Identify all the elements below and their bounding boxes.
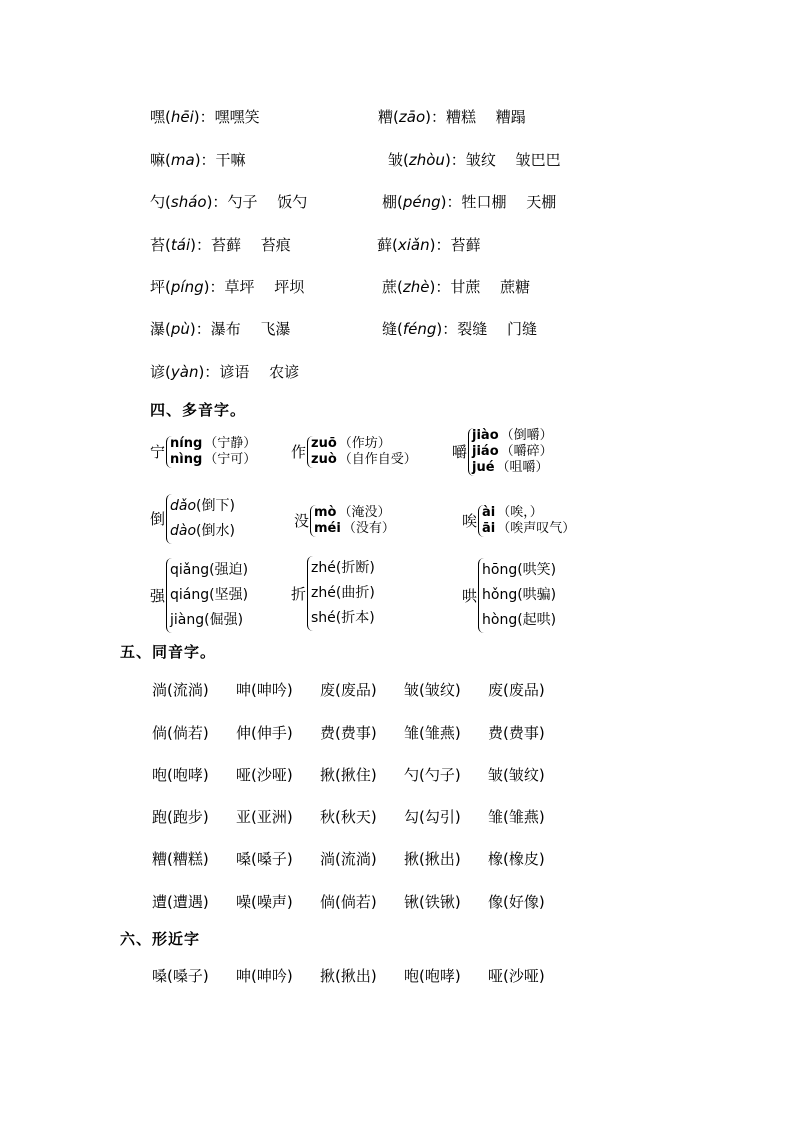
entry-hei: 嘿(hēi)：嘿嘿笑 — [150, 108, 260, 126]
similar-char-cell: 哑(沙哑) — [488, 967, 545, 985]
homophone-cell: 倘(倘若) — [320, 893, 377, 911]
brace-icon: qiǎng(强迫) qiáng(坚强) jiàng(倔强) — [166, 558, 248, 633]
similar-char-cell: 呻(呻吟) — [236, 967, 293, 985]
homophone-cell: 皱(皱纹) — [404, 681, 461, 699]
homophone-cell: 跑(跑步) — [152, 808, 209, 826]
entry-peng: 棚(péng)：牲口棚 天棚 — [382, 193, 557, 211]
entry-ma: 嘛(ma)：干嘛 — [150, 151, 246, 169]
section-6-title: 六、形近字 — [120, 930, 201, 948]
homophone-cell: 勺(勺子) — [404, 766, 461, 784]
entry-zhe: 蔗(zhè)：甘蔗 蔗糖 — [382, 278, 531, 296]
homophone-cell: 雏(雏燕) — [404, 724, 461, 742]
entry-zao: 糟(zāo)：糟糕 糟蹋 — [378, 108, 526, 126]
homophone-cell: 橡(橡皮) — [488, 850, 545, 868]
brace-icon: ài （唉，） āi （唉声叹气） — [478, 505, 575, 537]
entry-xian: 藓(xiǎn)：苔藓 — [377, 236, 481, 254]
homophone-cell: 噪(噪声) — [236, 893, 293, 911]
brace-icon: dǎo(倒下) dào(倒水) — [166, 494, 235, 544]
homophone-cell: 费(费事) — [320, 724, 377, 742]
entry-zhou: 皱(zhòu)：皱纹 皱巴巴 — [388, 151, 561, 169]
homophone-cell: 皱(皱纹) — [488, 766, 545, 784]
brace-icon: zhé(折断) zhé(曲折) shé(折本) — [307, 556, 375, 631]
polyphone-zuo: 作 zuō （作坊） zuò （自作自受） — [291, 436, 417, 467]
homophone-cell: 嗓(嗓子) — [236, 850, 293, 868]
polyphone-dao: 倒 dǎo(倒下) dào(倒水) — [150, 494, 235, 544]
entry-pu: 瀑(pù)：瀑布 飞瀑 — [150, 320, 291, 338]
homophone-cell: 哑(沙哑) — [236, 766, 293, 784]
polyphone-mei: 没 mò （淹没） méi （没有） — [294, 505, 395, 536]
homophone-cell: 揪(揪出) — [404, 850, 461, 868]
homophone-cell: 费(费事) — [488, 724, 545, 742]
homophone-cell: 淌(流淌) — [152, 681, 209, 699]
polyphone-qiang: 强 qiǎng(强迫) qiáng(坚强) jiàng(倔强) — [150, 558, 248, 633]
homophone-cell: 雏(雏燕) — [488, 808, 545, 826]
homophone-cell: 咆(咆哮) — [152, 766, 209, 784]
entry-tai: 苔(tái)：苔藓 苔痕 — [150, 236, 291, 254]
homophone-cell: 呻(呻吟) — [236, 681, 293, 699]
homophone-cell: 废(废品) — [488, 681, 545, 699]
homophone-cell: 淌(流淌) — [320, 850, 377, 868]
polyphone-jiao: 嚼 jiào （倒嚼） jiáo （嚼碎） jué （咀嚼） — [452, 428, 553, 475]
homophone-cell: 倘(倘若) — [152, 724, 209, 742]
homophone-cell: 秋(秋天) — [320, 808, 377, 826]
homophone-cell: 揪(揪住) — [320, 766, 377, 784]
brace-icon: níng （宁静） nìng （宁可） — [166, 436, 256, 468]
entry-shao: 勺(sháo)：勺子 饭勺 — [150, 193, 308, 211]
brace-icon: mò （淹没） méi （没有） — [310, 505, 395, 537]
section-5-title: 五、同音字。 — [120, 643, 217, 661]
similar-char-cell: 嗓(嗓子) — [152, 967, 209, 985]
homophone-cell: 糟(糟糕) — [152, 850, 209, 868]
section-4-title: 四、多音字。 — [150, 401, 247, 419]
brace-icon: jiào （倒嚼） jiáo （嚼碎） jué （咀嚼） — [468, 428, 553, 476]
polyphone-hong: 哄 hōng(哄笑) hǒng(哄骗) hòng(起哄) — [462, 558, 556, 633]
homophone-cell: 勾(勾引) — [404, 808, 461, 826]
similar-char-cell: 揪(揪出) — [320, 967, 377, 985]
entry-ping: 坪(píng)：草坪 坪坝 — [150, 278, 305, 296]
homophone-cell: 像(好像) — [488, 893, 545, 911]
polyphone-zhe: 折 zhé(折断) zhé(曲折) shé(折本) — [291, 556, 375, 631]
homophone-cell: 锹(铁锹) — [404, 893, 461, 911]
brace-icon: zuō （作坊） zuò （自作自受） — [307, 436, 417, 468]
homophone-cell: 伸(伸手) — [236, 724, 293, 742]
homophone-cell: 亚(亚洲) — [236, 808, 293, 826]
polyphone-ai: 唉 ài （唉，） āi （唉声叹气） — [462, 505, 576, 536]
polyphone-ning: 宁 níng （宁静） nìng （宁可） — [150, 436, 257, 467]
homophone-cell: 遭(遭遇) — [152, 893, 209, 911]
brace-icon: hōng(哄笑) hǒng(哄骗) hòng(起哄) — [478, 558, 556, 633]
entry-yan: 谚(yàn)：谚语 农谚 — [150, 363, 300, 381]
similar-char-cell: 咆(咆哮) — [404, 967, 461, 985]
homophone-cell: 废(废品) — [320, 681, 377, 699]
entry-feng: 缝(féng)：裂缝 门缝 — [382, 320, 538, 338]
